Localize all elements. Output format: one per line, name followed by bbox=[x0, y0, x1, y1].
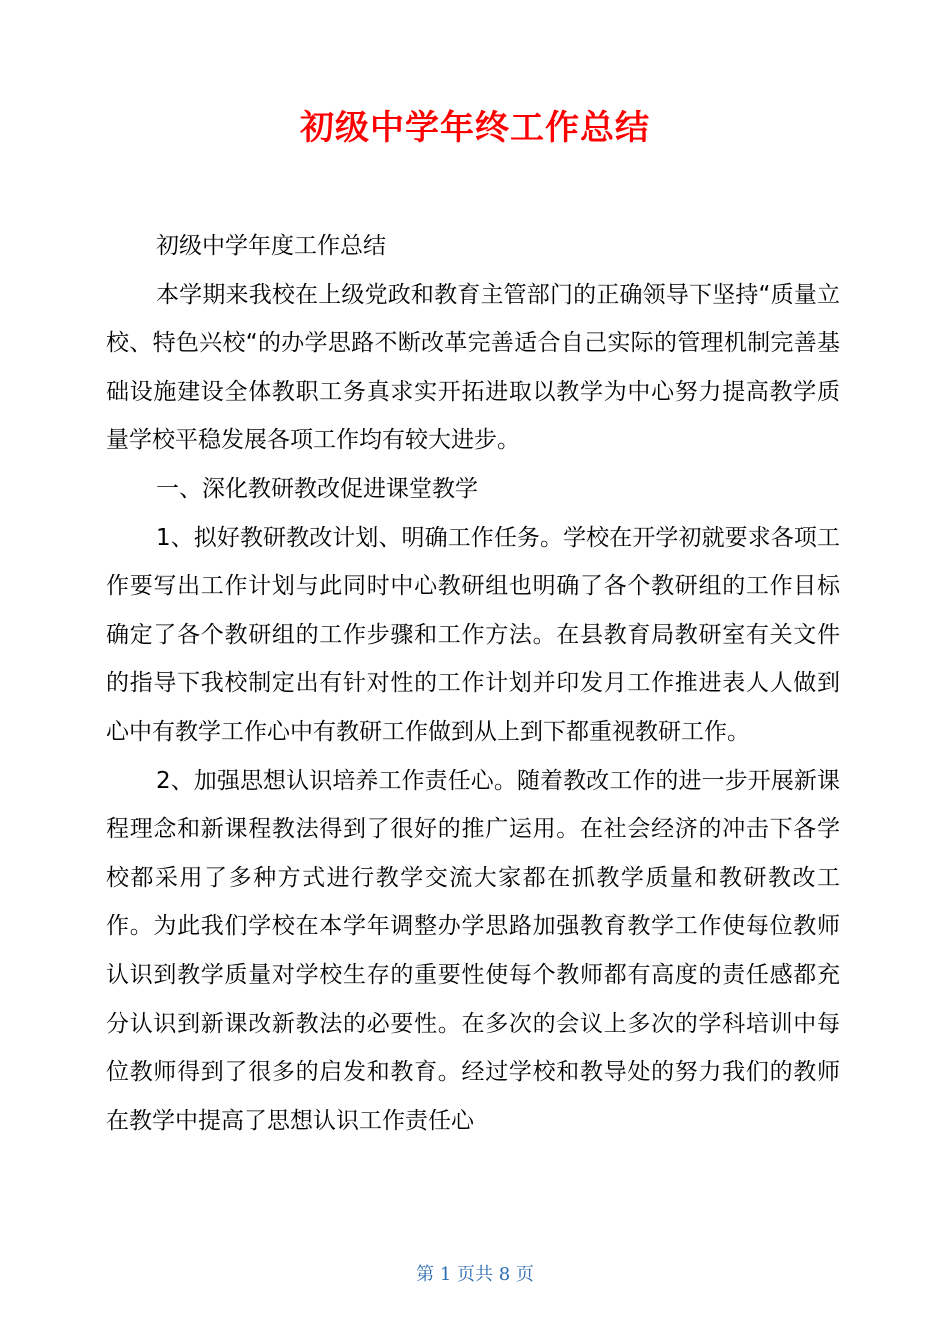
section-heading: 一、深化教研教改促进课堂教学 bbox=[156, 475, 478, 502]
intro-paragraph: 本学期来我校在上级党政和教育主管部门的正确领导下坚持“质量立校、特色兴校“的办学思路不断改革完善适合自己实际的管理机制完善基础设施建设全体教职工务真求实开拓进取以教学为中心努力提高教学质量学校平稳发展各项工作均有较大进步。 bbox=[106, 281, 840, 454]
document-subtitle: 初级中学年度工作总结 bbox=[156, 233, 386, 259]
document-title: 初级中学年终工作总结 bbox=[300, 108, 650, 148]
paragraph-item-2: 2、加强思想认识培养工作责任心。随着教改工作的进一步开展新课程理念和新课程教法得到了很好的推广运用。在社会经济的冲击下各学校都采用了多种方式进行教学交流大家都在抓教学质量和教研教改工作。为此我们学校在本学年调整办学思路加强教育教学工作使每位教师认识到教学质量对学校生存的重要性使每个教师都有高度的责任感都充分认识到新课改新教法的必要性。在多次的会议上多次的学科培训中每位教师得到了很多的启发和教育。经过学校和教导处的努力我们的教师在教学中提高了思想认识工作责任心 bbox=[106, 767, 840, 1134]
page-number-footer: 第 1 页共 8 页 bbox=[416, 1264, 534, 1285]
paragraph-item-1: 1、拟好教研教改计划、明确工作任务。学校在开学初就要求各项工作要写出工作计划与此同时中心教研组也明确了各个教研组的工作目标确定了各个教研组的工作步骤和工作方法。在县教育局教研室有关文件的指导下我校制定出有针对性的工作计划并印发月工作推进表人人做到心中有教学工作心中有教研工作做到从上到下都重视教研工作。 bbox=[106, 524, 840, 745]
document-body bbox=[106, 222, 840, 1145]
